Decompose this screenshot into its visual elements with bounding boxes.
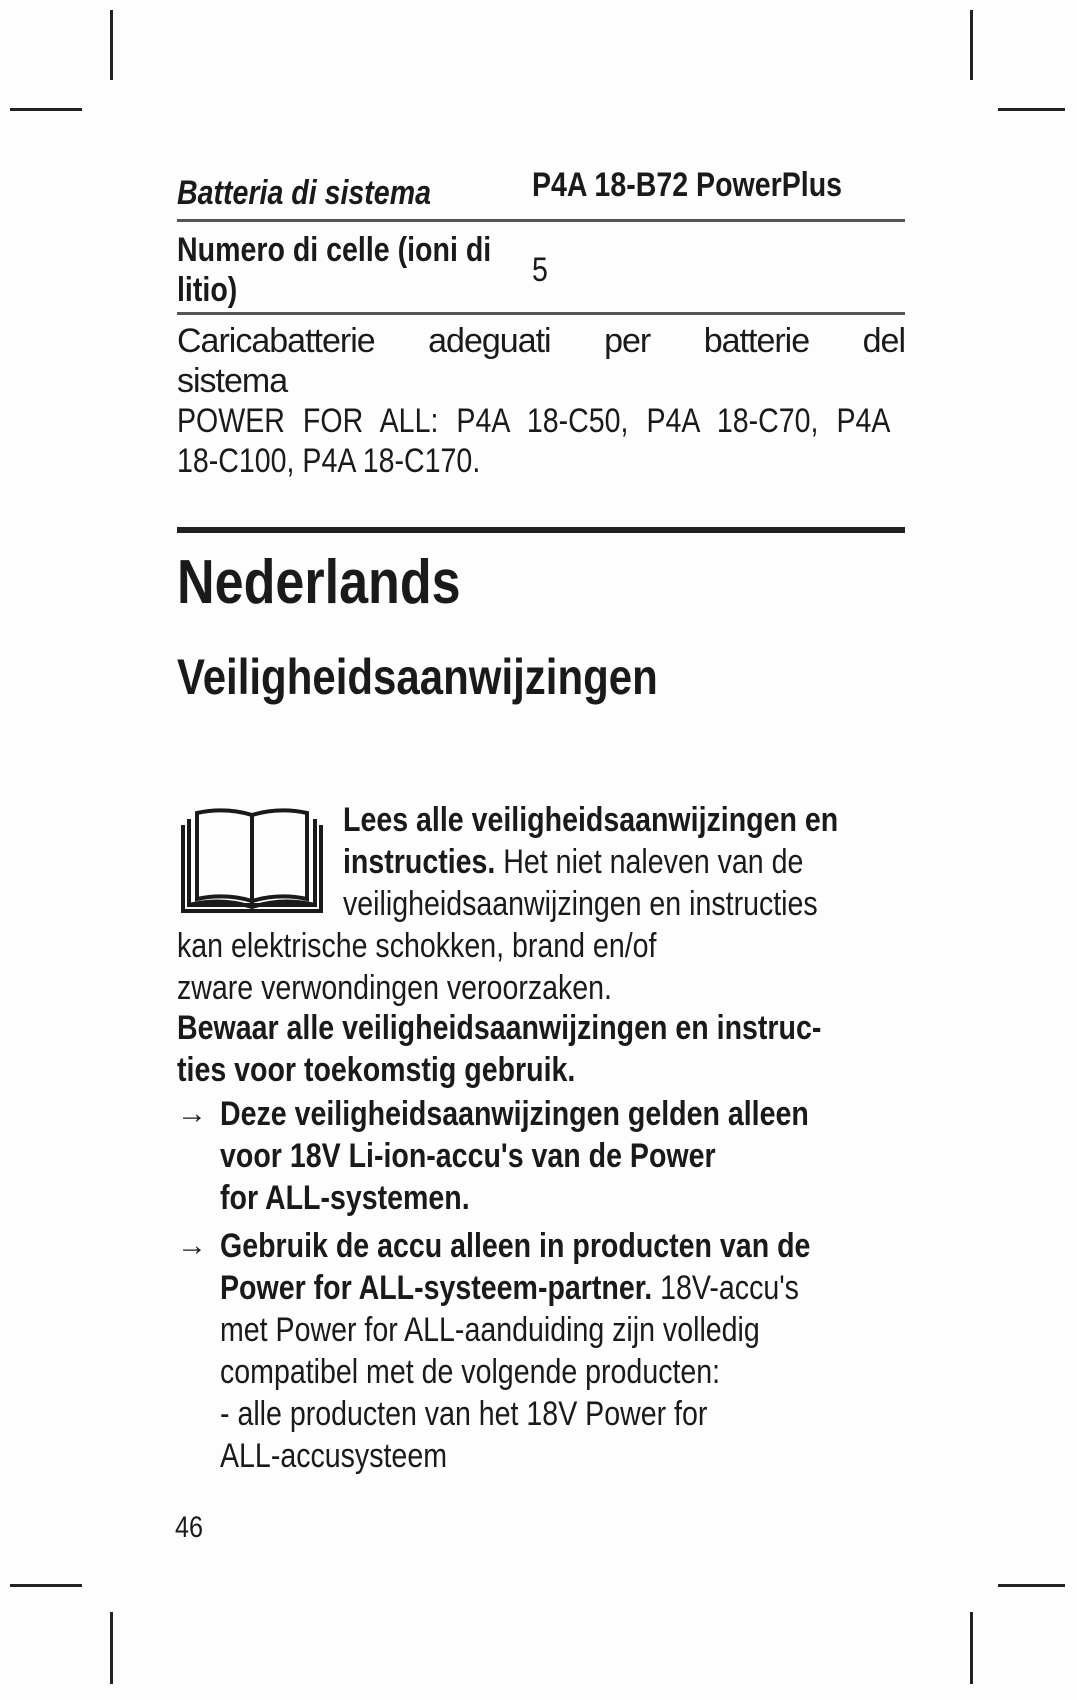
text-line: Deze veiligheidsaanwijzingen gelden alleen (220, 1095, 809, 1133)
spec-value: 5 (532, 251, 548, 289)
crop-mark-bottom-right-vertical (970, 1612, 973, 1684)
bullet-text (220, 1225, 905, 1477)
charger-note (177, 321, 905, 481)
keep-instructions-text (177, 1007, 905, 1091)
read-instructions-block (177, 799, 905, 1009)
text-line: Gebruik de accu alleen in producten van de (220, 1227, 811, 1265)
text-line: zware verwondingen veroorzaken. (177, 969, 612, 1007)
text-line: ties voor toekomstig gebruik. (177, 1051, 576, 1089)
text-line: kan elektrische schokken, brand en/of (177, 927, 657, 965)
text-line: Power for ALL-systeem-partner. 18V-accu's (220, 1269, 799, 1307)
text-line: - alle producten van het 18V Power for (220, 1395, 708, 1433)
spec-label: Batteria di sistema (177, 174, 431, 212)
crop-mark-top-right-horizontal (998, 108, 1065, 111)
text-line: met Power for ALL-aanduiding zijn volledig (220, 1311, 760, 1349)
crop-mark-bottom-right-horizontal (998, 1584, 1065, 1587)
spec-row-cell-count (177, 222, 905, 312)
bullet-text (220, 1093, 905, 1219)
crop-mark-top-left-horizontal (10, 108, 82, 111)
table-divider (177, 312, 905, 315)
page-content (177, 165, 905, 1477)
spec-row-system-battery (177, 165, 905, 219)
text-line: instructies. Het niet naleven van de (343, 843, 804, 881)
section-title: Veiligheidsaanwijzingen (177, 649, 658, 705)
charger-note-line-3: 18-C100, P4A 18-C170. (177, 442, 481, 480)
text-line: ALL-accusysteem (220, 1437, 447, 1475)
charger-note-line-1: Caricabatterie adeguati per batterie del sistema (177, 322, 905, 400)
arrow-right-icon: → (177, 1097, 207, 1130)
spec-label: Numero di celle (ioni di litio) (177, 231, 492, 309)
crop-mark-top-left-vertical (110, 10, 113, 80)
charger-note-line-2: POWER FOR ALL: P4A 18-C50, P4A 18-C70, P4A (177, 402, 891, 440)
crop-mark-bottom-left-horizontal (10, 1584, 82, 1587)
text-line: voor 18V Li-ion-accu's van de Power (220, 1137, 716, 1175)
text-line: veiligheidsaanwijzingen en instructies (343, 885, 818, 923)
crop-mark-bottom-left-vertical (110, 1612, 113, 1684)
language-title: Nederlands (177, 548, 461, 617)
text-line: Lees alle veiligheidsaanwijzingen en (343, 801, 839, 839)
text-line: Bewaar alle veiligheidsaanwijzingen en instruc- (177, 1009, 822, 1047)
spec-value: P4A 18-B72 PowerPlus (532, 166, 843, 204)
open-book-icon (177, 807, 327, 917)
crop-mark-top-right-vertical (970, 10, 973, 80)
bullet-item-2 (177, 1225, 905, 1477)
page-number: 46 (175, 1511, 204, 1544)
text-line: compatibel met de volgende producten: (220, 1353, 721, 1391)
bullet-item-1 (177, 1093, 905, 1219)
text-line: for ALL-systemen. (220, 1179, 470, 1217)
section-divider (177, 527, 905, 533)
arrow-right-icon: → (177, 1229, 207, 1262)
